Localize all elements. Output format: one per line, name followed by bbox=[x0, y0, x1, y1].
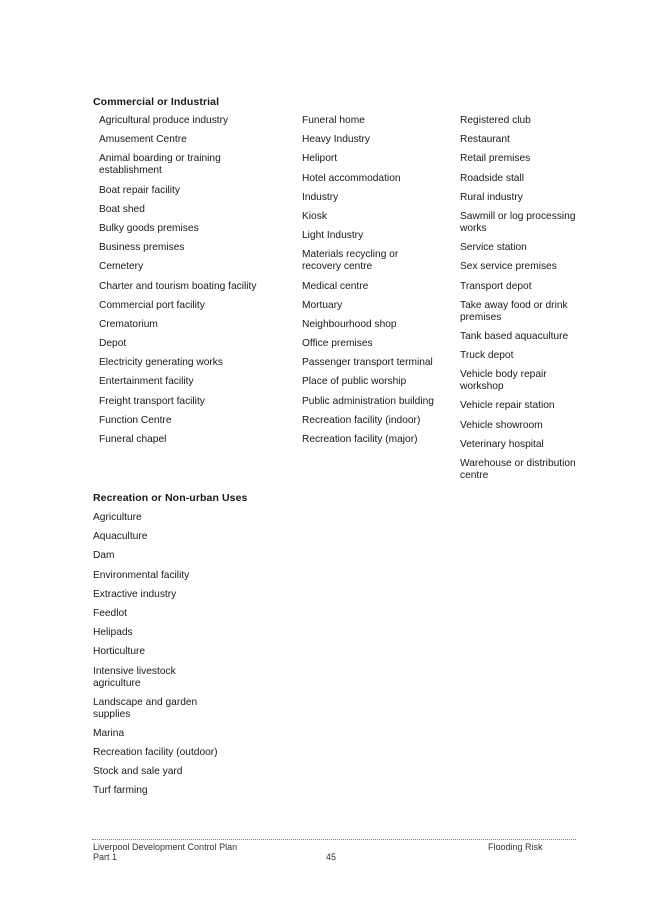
list-item: Recreation facility (indoor) bbox=[302, 414, 421, 426]
footer-doc-title: Liverpool Development Control Plan bbox=[93, 842, 238, 852]
list-item: Sex service premises bbox=[460, 261, 557, 273]
list-item: Intensive livestock agriculture bbox=[93, 665, 176, 689]
list-item: Marina bbox=[93, 727, 125, 739]
list-item: Sawmill or log processing works bbox=[460, 210, 576, 234]
list-item: Function Centre bbox=[99, 414, 172, 426]
list-item: Retail premises bbox=[460, 153, 531, 165]
list-item: Funeral chapel bbox=[99, 434, 167, 445]
list-item: Kiosk bbox=[302, 210, 327, 222]
page-number: 45 bbox=[326, 852, 337, 862]
list-item: Entertainment facility bbox=[99, 376, 194, 388]
commercial-column-3 bbox=[460, 115, 595, 489]
list-item: Materials recycling or recovery centre bbox=[302, 249, 399, 273]
list-item: Boat repair facility bbox=[99, 184, 180, 196]
list-item: Mortuary bbox=[302, 299, 343, 311]
recreation-heading: Recreation or Non-urban Uses bbox=[93, 492, 248, 504]
list-item: Aquaculture bbox=[93, 531, 148, 543]
list-item: Helipads bbox=[93, 627, 133, 639]
list-item: Cemetery bbox=[99, 261, 144, 273]
list-item: Office premises bbox=[302, 338, 373, 350]
list-item: Depot bbox=[99, 338, 127, 350]
list-item: Charter and tourism boating facility bbox=[99, 280, 257, 292]
list-item: Recreation facility (major) bbox=[302, 434, 418, 445]
list-item: Heliport bbox=[302, 153, 338, 165]
list-item: Electricity generating works bbox=[99, 357, 223, 369]
list-item: Veterinary hospital bbox=[460, 438, 544, 450]
list-item: Neighbourhood shop bbox=[302, 318, 397, 330]
list-item: Crematorium bbox=[99, 318, 158, 330]
list-item: Tank based aquaculture bbox=[460, 330, 569, 342]
list-item: Stock and sale yard bbox=[93, 766, 183, 778]
list-item: Medical centre bbox=[302, 280, 369, 292]
list-item: Take away food or drink premises bbox=[460, 299, 568, 323]
list-item: Heavy Industry bbox=[302, 134, 370, 146]
list-item: Landscape and garden supplies bbox=[93, 696, 198, 720]
footer-section: Flooding Risk bbox=[488, 842, 543, 852]
list-item: Bulky goods premises bbox=[99, 222, 199, 234]
list-item: Commercial port facility bbox=[99, 299, 205, 311]
recreation-column bbox=[93, 512, 228, 805]
list-item: Roadside stall bbox=[460, 172, 524, 184]
commercial-column-1 bbox=[99, 115, 289, 453]
commercial-heading: Commercial or Industrial bbox=[93, 96, 220, 108]
list-item: Public administration building bbox=[302, 395, 434, 407]
list-item: Business premises bbox=[99, 242, 185, 254]
list-item: Truck depot bbox=[460, 350, 514, 362]
footer-document-info bbox=[93, 842, 237, 862]
list-item: Passenger transport terminal bbox=[302, 357, 433, 369]
list-item: Freight transport facility bbox=[99, 395, 205, 407]
list-item: Light Industry bbox=[302, 230, 364, 242]
list-item: Transport depot bbox=[460, 280, 532, 292]
list-item: Dam bbox=[93, 550, 115, 562]
list-item: Extractive industry bbox=[93, 588, 177, 600]
commercial-column-2 bbox=[302, 115, 452, 453]
list-item: Rural industry bbox=[460, 191, 523, 203]
list-item: Place of public worship bbox=[302, 376, 407, 388]
list-item: Turf farming bbox=[93, 785, 148, 797]
list-item: Registered club bbox=[460, 115, 531, 126]
list-item: Recreation facility (outdoor) bbox=[93, 747, 218, 759]
list-item: Hotel accommodation bbox=[302, 172, 401, 184]
list-item: Service station bbox=[460, 242, 527, 254]
list-item: Boat shed bbox=[99, 203, 145, 215]
list-item: Vehicle showroom bbox=[460, 419, 543, 431]
list-item: Vehicle body repair workshop bbox=[460, 369, 547, 393]
footer-part: Part 1 bbox=[93, 852, 118, 862]
list-item: Animal boarding or training establishment bbox=[99, 153, 221, 177]
list-item: Agriculture bbox=[93, 512, 142, 523]
list-item: Warehouse or distribution centre bbox=[460, 458, 576, 481]
footer-divider bbox=[92, 839, 576, 840]
list-item: Restaurant bbox=[460, 134, 510, 146]
list-item: Horticulture bbox=[93, 646, 146, 658]
list-item: Vehicle repair station bbox=[460, 400, 555, 412]
list-item: Funeral home bbox=[302, 115, 365, 126]
list-item: Industry bbox=[302, 191, 339, 203]
list-item: Amusement Centre bbox=[99, 134, 187, 146]
list-item: Feedlot bbox=[93, 607, 127, 619]
list-item: Agricultural produce industry bbox=[99, 115, 229, 126]
list-item: Environmental facility bbox=[93, 569, 190, 581]
